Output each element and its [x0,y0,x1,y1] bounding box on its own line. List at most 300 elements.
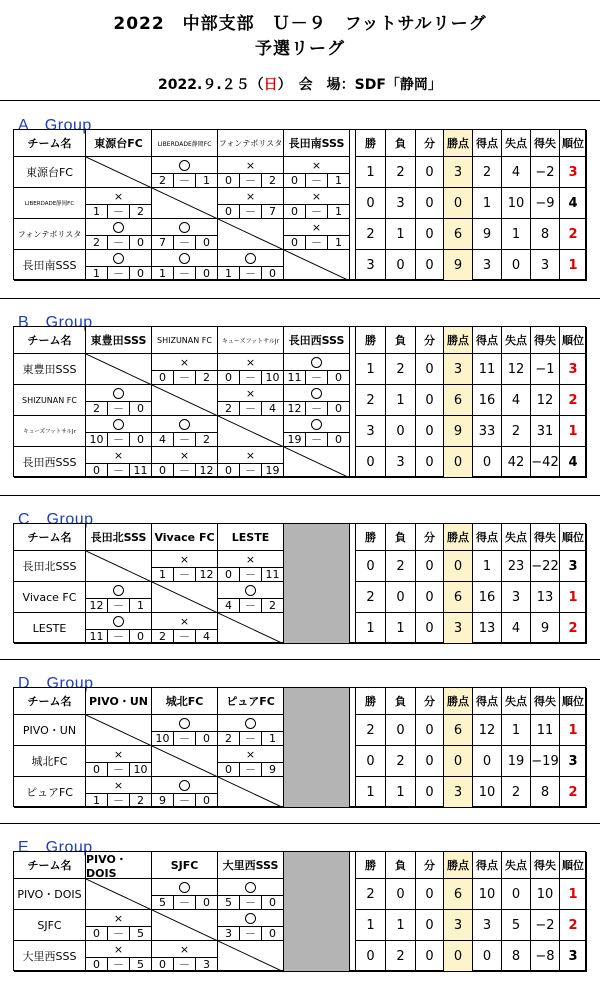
stat-draw: 0 [416,715,444,746]
score-own: 11 [284,370,305,384]
match-cell [152,746,218,777]
stat-gd: −19 [531,746,560,777]
result-mark [86,615,151,627]
diagonal-line [152,910,218,941]
score-opp: 2 [195,432,217,446]
stat-gf: 16 [473,582,502,613]
group-table [13,851,586,971]
score-own: 0 [218,204,239,218]
result-mark: × [179,614,190,628]
event-date: 2022.９.２５ [158,77,250,93]
score-own: 0 [284,204,305,218]
result-mark: × [113,942,124,956]
score-boxes [152,266,217,280]
score-boxes [86,266,151,280]
stat-draw: 0 [416,941,444,972]
score-opp: 0 [195,731,217,745]
match-cell [218,941,284,972]
stat-ga: 12 [502,354,531,385]
column-header-win: 勝 [356,688,386,715]
score-boxes [218,762,283,776]
stat-lose: 0 [386,582,416,613]
team-name: 東豊田SSS [14,354,86,385]
match-cell [218,416,284,447]
score-boxes [86,432,151,446]
score-boxes [86,629,151,643]
score-boxes [152,793,217,807]
separator-line [0,659,600,660]
score-opp: 2 [129,793,151,807]
stat-gf: 0 [473,941,502,972]
result-mark: × [245,747,256,761]
win-circle-icon [113,419,124,430]
win-circle-icon [179,718,190,729]
score-own: 0 [86,957,107,971]
score-opp: 2 [195,370,217,384]
score-own: 0 [152,463,173,477]
column-header-points: 勝点 [444,327,473,354]
score-boxes [152,895,217,909]
score-own: 1 [152,567,173,581]
score-own: 1 [86,793,107,807]
score-opp: 11 [261,567,283,581]
win-circle-icon [245,585,256,596]
result-mark: × [113,189,124,203]
match-cell [86,385,152,416]
stat-points: 3 [444,613,473,644]
stat-draw: 0 [416,219,444,250]
score-boxes [86,204,151,218]
stat-gd: −2 [531,157,560,188]
result-mark [284,418,349,430]
score-boxes [218,567,283,581]
stat-ga: 19 [502,746,531,777]
column-header-opponent: 大里西SSS [218,852,284,879]
stat-rank: 1 [560,416,587,447]
stat-lose: 2 [386,941,416,972]
stat-gf: 0 [473,447,502,478]
match-cell [86,188,152,219]
stat-win: 1 [356,157,386,188]
score-own: 2 [86,235,107,249]
stat-lose: 1 [386,219,416,250]
score-own: 0 [218,370,239,384]
stat-points: 0 [444,447,473,478]
column-header-team: チーム名 [14,130,86,157]
result-mark [152,252,217,264]
stat-lose: 0 [386,250,416,281]
column-header-win: 勝 [356,130,386,157]
score-opp: 4 [261,401,283,415]
match-cell [284,188,350,219]
score-dash: － [305,173,327,187]
stat-gd: 3 [531,250,560,281]
match-cell [218,447,284,478]
score-dash: － [107,432,129,446]
score-own: 1 [152,266,173,280]
stat-points: 9 [444,416,473,447]
column-header-gf: 得点 [473,130,502,157]
score-opp: 1 [129,598,151,612]
score-dash: － [173,463,195,477]
score-own: 4 [218,598,239,612]
stat-points: 0 [444,941,473,972]
match-cell [86,582,152,613]
stat-lose: 1 [386,613,416,644]
column-header-opponent: 東豊田SSS [86,327,152,354]
score-boxes [152,173,217,187]
match-cell [218,157,284,188]
column-header-gd: 得失 [531,524,560,551]
score-own: 2 [218,731,239,745]
stat-gf: 10 [473,777,502,808]
score-opp: 0 [129,629,151,643]
score-own: 5 [152,895,173,909]
match-cell [86,777,152,808]
stat-rank: 4 [560,447,587,478]
stat-lose: 1 [386,385,416,416]
stat-gf: 1 [473,188,502,219]
column-header-opponent: ピュアFC [218,688,284,715]
result-mark [86,252,151,264]
result-mark: × [113,911,124,925]
win-circle-icon [311,388,322,399]
stat-rank: 1 [560,715,587,746]
column-header-draw: 分 [416,327,444,354]
stat-lose: 0 [386,715,416,746]
score-opp: 1 [327,204,349,218]
stat-gf: 0 [473,746,502,777]
result-mark [218,717,283,729]
stat-ga: 8 [502,941,531,972]
win-circle-icon [245,718,256,729]
stat-gd: 8 [531,219,560,250]
score-opp: 2 [129,204,151,218]
match-cell [218,910,284,941]
separator-line [0,100,600,101]
result-mark: × [179,942,190,956]
score-opp: 1 [261,731,283,745]
stat-rank: 3 [560,354,587,385]
score-boxes [86,926,151,940]
stat-lose: 2 [386,354,416,385]
score-dash: － [107,629,129,643]
event-venue: 会 場：SDF「静岡」 [298,77,442,93]
score-opp: 11 [129,463,151,477]
score-boxes [152,629,217,643]
stat-ga: 1 [502,219,531,250]
column-header-team: チーム名 [14,524,86,551]
diagonal-line [86,157,152,188]
result-mark [152,717,217,729]
stat-win: 0 [356,941,386,972]
win-circle-icon [179,882,190,893]
date-venue-line: 2022.９.２５（日） 会 場：SDF「静岡」 [158,77,442,93]
stat-rank: 1 [560,250,587,281]
score-opp: 3 [195,957,217,971]
diagonal-line [218,777,284,808]
stat-ga: 42 [502,447,531,478]
stat-points: 6 [444,879,473,910]
diagonal-line [152,746,218,777]
match-cell [284,157,350,188]
match-cell [152,879,218,910]
score-opp: 0 [129,432,151,446]
match-cell [218,551,284,582]
column-header-opponent: 東源台FC [86,130,152,157]
team-name: SJFC [14,910,86,941]
win-circle-icon [179,419,190,430]
column-header-lose: 負 [386,688,416,715]
separator-line [0,823,600,824]
column-header-gf: 得点 [473,524,502,551]
score-opp: 0 [261,926,283,940]
stat-points: 3 [444,354,473,385]
score-dash: － [173,957,195,971]
stat-lose: 3 [386,447,416,478]
score-dash: － [107,926,129,940]
team-name: PIVO・UN [14,715,86,746]
win-circle-icon [113,388,124,399]
score-dash: － [107,401,129,415]
score-own: 0 [86,762,107,776]
match-cell [86,551,152,582]
score-own: 0 [284,173,305,187]
match-cell [152,582,218,613]
stat-gd: 9 [531,613,560,644]
column-header-opponent: Vivace FC [152,524,218,551]
score-boxes [152,567,217,581]
stat-ga: 10 [502,188,531,219]
team-name: キューズフットサルJr [14,416,86,447]
score-own: 2 [218,401,239,415]
column-header-opponent: PIVO・DOIS [86,852,152,879]
score-opp: 1 [327,235,349,249]
score-dash: － [239,370,261,384]
column-header-points: 勝点 [444,524,473,551]
stat-draw: 0 [416,777,444,808]
stat-gd: 13 [531,582,560,613]
stat-gd: −42 [531,447,560,478]
diagonal-line [284,250,350,281]
score-dash: － [173,731,195,745]
team-name: 長田北SSS [14,551,86,582]
score-dash: － [239,266,261,280]
score-own: 0 [218,567,239,581]
result-mark [284,356,349,368]
stat-draw: 0 [416,188,444,219]
stat-ga: 2 [502,777,531,808]
win-circle-icon [311,357,322,368]
score-boxes [86,598,151,612]
score-boxes [284,401,349,415]
match-cell [152,219,218,250]
column-header-opponent: SHIZUNAN FC [152,327,218,354]
match-cell [218,879,284,910]
stat-gf: 9 [473,219,502,250]
score-dash: － [107,204,129,218]
diagonal-line [218,941,284,972]
empty-column [284,524,350,644]
score-dash: － [239,401,261,415]
group-label: E Group [18,839,93,856]
stat-ga: 0 [502,250,531,281]
score-opp: 12 [195,567,217,581]
score-boxes [86,762,151,776]
score-own: 1 [86,204,107,218]
result-mark: × [311,158,322,172]
win-circle-icon [113,585,124,596]
diagonal-line [86,715,152,746]
separator-line [0,298,600,299]
score-dash: － [239,895,261,909]
result-mark [86,418,151,430]
stat-gf: 2 [473,157,502,188]
stat-draw: 0 [416,354,444,385]
match-cell [86,941,152,972]
column-header-points: 勝点 [444,852,473,879]
score-opp: 0 [261,895,283,909]
column-header-rank: 順位 [560,688,587,715]
stat-win: 3 [356,416,386,447]
score-own: 0 [218,762,239,776]
score-dash: － [173,432,195,446]
score-dash: － [305,235,327,249]
result-mark [152,159,217,171]
match-cell [86,447,152,478]
match-cell [218,777,284,808]
column-header-win: 勝 [356,524,386,551]
score-dash: － [239,463,261,477]
result-mark: × [245,355,256,369]
stat-rank: 1 [560,879,587,910]
match-cell [152,941,218,972]
stat-points: 0 [444,188,473,219]
score-dash: － [107,793,129,807]
match-cell [86,746,152,777]
score-dash: － [239,731,261,745]
stat-win: 1 [356,910,386,941]
column-header-gd: 得失 [531,688,560,715]
score-own: 5 [218,895,239,909]
score-dash: － [239,598,261,612]
result-mark [86,584,151,596]
match-cell [152,188,218,219]
stat-draw: 0 [416,385,444,416]
column-header-ga: 失点 [502,327,531,354]
stat-gf: 13 [473,613,502,644]
score-opp: 2 [261,173,283,187]
match-cell [86,250,152,281]
column-header-opponent: 長田南SSS [284,130,350,157]
score-own: 0 [218,173,239,187]
score-own: 2 [152,173,173,187]
match-cell [284,250,350,281]
diagonal-line [218,613,284,644]
stat-points: 3 [444,777,473,808]
stat-rank: 3 [560,157,587,188]
result-mark [152,221,217,233]
team-name: 東源台FC [14,157,86,188]
score-boxes [284,432,349,446]
win-circle-icon [179,160,190,171]
match-cell [152,910,218,941]
result-mark [86,221,151,233]
stat-win: 2 [356,385,386,416]
stat-win: 0 [356,551,386,582]
team-name: ピュアFC [14,777,86,808]
column-header-win: 勝 [356,327,386,354]
column-header-gf: 得点 [473,688,502,715]
score-opp: 4 [195,629,217,643]
diagonal-line [284,447,350,478]
stat-gf: 11 [473,354,502,385]
stat-rank: 4 [560,188,587,219]
match-cell [152,777,218,808]
column-header-ga: 失点 [502,852,531,879]
diagonal-line [152,188,218,219]
column-header-lose: 負 [386,852,416,879]
score-opp: 19 [261,463,283,477]
diagonal-line [218,416,284,447]
team-name: 城北FC [14,746,86,777]
stat-lose: 2 [386,157,416,188]
score-own: 0 [86,926,107,940]
stat-rank: 3 [560,746,587,777]
group-label: D Group [18,675,94,692]
match-cell [284,416,350,447]
score-boxes [152,370,217,384]
score-dash: － [305,401,327,415]
stat-draw: 0 [416,416,444,447]
match-cell [152,551,218,582]
score-own: 1 [218,266,239,280]
column-header-team: チーム名 [14,688,86,715]
team-name: LIBERDADE静岡FC [14,188,86,219]
match-cell [152,354,218,385]
score-opp: 0 [327,370,349,384]
score-opp: 5 [129,926,151,940]
result-mark [218,881,283,893]
page-title: 2022 中部支部 Ｕ－９ フットサルリーグ [113,14,487,34]
team-name: Vivace FC [14,582,86,613]
stat-lose: 0 [386,416,416,447]
score-boxes [218,463,283,477]
stat-gf: 3 [473,910,502,941]
column-header-team: チーム名 [14,852,86,879]
score-dash: － [107,463,129,477]
score-own: 10 [152,731,173,745]
stat-points: 6 [444,219,473,250]
stat-draw: 0 [416,551,444,582]
stat-gf: 10 [473,879,502,910]
win-circle-icon [245,253,256,264]
score-opp: 0 [129,235,151,249]
win-circle-icon [245,882,256,893]
diagonal-line [86,354,152,385]
column-header-ga: 失点 [502,688,531,715]
column-header-team: チーム名 [14,327,86,354]
score-boxes [218,370,283,384]
stat-points: 0 [444,551,473,582]
column-header-draw: 分 [416,524,444,551]
result-mark: × [245,386,256,400]
column-header-draw: 分 [416,130,444,157]
score-own: 19 [284,432,305,446]
match-cell [152,250,218,281]
match-cell [284,219,350,250]
team-name: 大里西SSS [14,941,86,972]
